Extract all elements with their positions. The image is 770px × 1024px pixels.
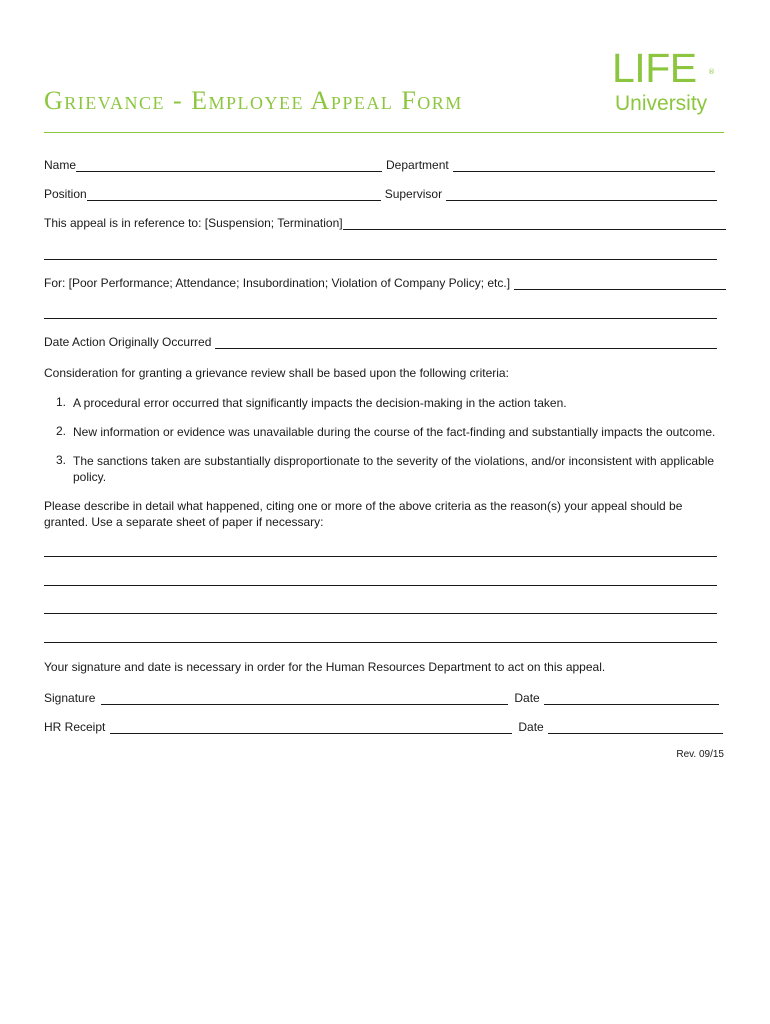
hr-receipt-field[interactable] xyxy=(110,721,512,734)
signature-row xyxy=(44,689,719,705)
life-university-logo xyxy=(612,46,722,122)
for-label: For: [Poor Performance; Attendance; Insubordination; Violation of Company Policy; etc.] xyxy=(44,276,511,290)
revision-label: Rev. 09/15 xyxy=(676,749,724,760)
signature-label: Signature xyxy=(44,691,96,705)
position-label: Position xyxy=(44,187,87,201)
for-continuation-field[interactable] xyxy=(44,318,717,319)
criteria-item: A procedural error occurred that significantly impacts the decision-making in the action taken. xyxy=(73,396,567,410)
signature-notice: Your signature and date is necessary in order for the Human Resources Department to act on this appeal. xyxy=(44,660,606,674)
position-supervisor-row xyxy=(44,185,717,201)
appeal-reference-continuation-field[interactable] xyxy=(44,259,717,260)
hr-date-field[interactable] xyxy=(548,721,723,734)
header-divider xyxy=(44,132,724,133)
criteria-number: 3. xyxy=(56,453,67,467)
name-department-row xyxy=(44,156,715,172)
supervisor-field[interactable] xyxy=(446,188,717,201)
logo-university-text: University xyxy=(615,92,708,115)
for-field[interactable] xyxy=(514,277,726,290)
position-field[interactable] xyxy=(87,188,381,201)
description-line-field[interactable] xyxy=(44,585,717,586)
description-line-field[interactable] xyxy=(44,642,717,643)
date-action-row xyxy=(44,333,717,349)
appeal-reference-field[interactable] xyxy=(343,217,726,230)
for-row xyxy=(44,274,726,290)
description-line-field[interactable] xyxy=(44,613,717,614)
signature-date-label: Date xyxy=(514,691,540,705)
hr-date-label: Date xyxy=(518,720,544,734)
criteria-item: New information or evidence was unavailable during the course of the fact-finding and substantially impacts the outcome. xyxy=(73,425,716,439)
description-prompt: Please describe in detail what happened, citing one or more of the above criteria as the reason(s) your appeal should be granted. Use a separate sheet of paper if necessary: xyxy=(44,499,683,529)
logo-registered-mark: ® xyxy=(708,68,715,76)
criteria-number: 2. xyxy=(56,424,67,438)
criteria-number: 1. xyxy=(56,395,67,409)
supervisor-label: Supervisor xyxy=(384,187,443,201)
date-action-label: Date Action Originally Occurred xyxy=(44,335,212,349)
department-label: Department xyxy=(386,158,449,172)
description-line-field[interactable] xyxy=(44,556,717,557)
department-field[interactable] xyxy=(453,159,715,172)
criteria-intro: Consideration for granting a grievance review shall be based upon the following criteria: xyxy=(44,366,509,380)
signature-date-field[interactable] xyxy=(544,692,719,705)
signature-field[interactable] xyxy=(101,692,508,705)
logo-life-text: LIFE xyxy=(612,45,697,91)
name-label: Name xyxy=(44,158,77,172)
hr-receipt-row xyxy=(44,718,723,734)
appeal-reference-row xyxy=(44,214,726,230)
hr-receipt-label: HR Receipt xyxy=(44,720,106,734)
date-action-field[interactable] xyxy=(215,336,717,349)
appeal-reference-label: This appeal is in reference to: [Suspension; Termination] xyxy=(44,216,343,230)
criteria-item: The sanctions taken are substantially disproportionate to the severity of the violations, and/or inconsistent with applicable policy. xyxy=(73,454,715,484)
name-field[interactable] xyxy=(76,159,382,172)
form-title: Grievance - Employee Appeal Form xyxy=(44,86,463,115)
